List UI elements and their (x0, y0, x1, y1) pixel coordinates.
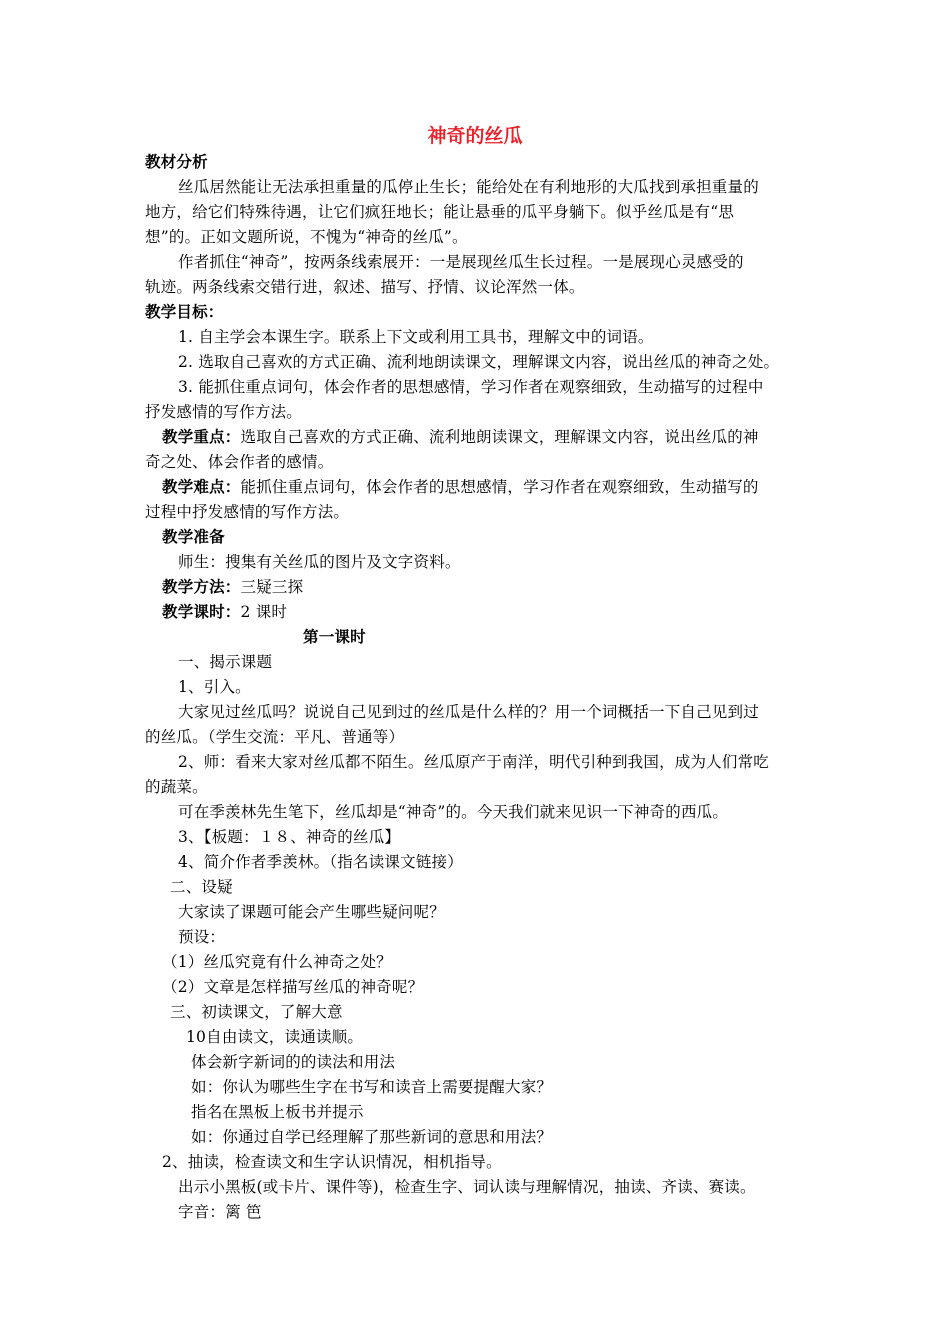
teaching-hours (162, 602, 287, 622)
key-point (162, 427, 759, 447)
goal-1: 1. 自主学会本课生字。联系上下文或利用工具书，理解文中的词语。 (178, 328, 654, 346)
lesson-line: 2、师：看来大家对丝瓜都不陌生。丝瓜原产于南洋，明代引种到我国，成为人们常吃 (178, 753, 769, 771)
hours-text: 2 课时 (240, 603, 288, 621)
key-point-label: 教学重点： (162, 428, 241, 446)
lesson-line: 2、抽读，检查读文和生字认识情况，相机指导。 (162, 1153, 502, 1171)
lesson-line: 字音：篱 笆 (178, 1203, 262, 1221)
lesson-line: 10自由读文，读通读顺。 (186, 1028, 364, 1046)
lesson-line: 大家读了课题可能会产生哪些疑问呢？ (178, 903, 445, 921)
lesson-line: 指名在黑板上板书并提示 (191, 1103, 364, 1121)
lesson-line: 体会新字新词的的读法和用法 (191, 1053, 396, 1071)
lesson-line: 二、设疑 (170, 878, 233, 896)
goal-3-line1: 3. 能抓住重点词句，体会作者的思想感情，学习作者在观察细致，生动描写的过程中 (178, 378, 764, 396)
lesson-line: 一、揭示课题 (178, 653, 273, 671)
materials-p1-line3: 想”的。正如文题所说，不愧为“神奇的丝瓜”。 (145, 228, 468, 246)
goal-3-line2: 抒发感情的写作方法。 (145, 403, 303, 421)
lesson-line: 三、初读课文，了解大意 (170, 1003, 343, 1021)
lesson-line: 预设： (178, 928, 226, 946)
lesson-line: 出示小黑板(或卡片、课件等)，检查生字、词认读与理解情况，抽读、齐读、赛读。 (178, 1178, 756, 1196)
method-text: 三疑三探 (240, 578, 304, 596)
materials-p1-line2: 地方，给它们特殊待遇，让它们疯狂地长；能让悬垂的瓜平身躺下。似乎丝瓜是有“思 (145, 203, 735, 221)
lesson-line: 1、引入。 (178, 678, 251, 696)
lesson-line: （1）丝瓜究竟有什么神奇之处？ (162, 953, 392, 971)
lesson-line: 大家见过丝瓜吗？说说自己见到过的丝瓜是什么样的？用一个词概括一下自己见到过 (178, 703, 759, 721)
teaching-method (162, 577, 303, 597)
materials-heading: 教材分析 (145, 153, 208, 171)
goal-2: 2. 选取自己喜欢的方式正确、流利地朗读课文，理解课文内容，说出丝瓜的神奇之处。 (178, 353, 780, 371)
difficulty-label: 教学难点： (162, 478, 241, 496)
lesson-line: 可在季羡林先生笔下，丝瓜却是“神奇”的。今天我们就来见识一下神奇的西瓜。 (178, 803, 729, 821)
document-title: 神奇的丝瓜 (427, 125, 523, 147)
lesson-line: 的丝瓜。（学生交流：平凡、普通等） (145, 728, 405, 746)
lesson-line: （2）文章是怎样描写丝瓜的神奇呢？ (162, 978, 424, 996)
lesson-line: 4、简介作者季羡林。（指名读课文链接） (178, 853, 463, 871)
goals-heading: 教学目标： (145, 303, 224, 321)
prep-heading: 教学准备 (162, 528, 225, 546)
lesson-line: 3、【板题：１８、神奇的丝瓜】 (178, 828, 401, 846)
key-point-line2: 奇之处、体会作者的感情。 (145, 453, 334, 471)
method-label: 教学方法： (162, 578, 241, 596)
lesson-line: 如：你通过自学已经理解了那些新词的意思和用法？ (191, 1128, 553, 1146)
materials-p2-line2: 轨迹。两条线索交错行进，叙述、描写、抒情、议论浑然一体。 (145, 278, 585, 296)
key-point-text: 选取自己喜欢的方式正确、流利地朗读课文，理解课文内容，说出丝瓜的神 (240, 428, 759, 446)
lesson1-heading: 第一课时 (303, 628, 366, 646)
materials-p2-line1: 作者抓住“神奇”，按两条线索展开：一是展现丝瓜生长过程。一是展现心灵感受的 (178, 253, 744, 271)
difficulty-line2: 过程中抒发感情的写作方法。 (145, 503, 350, 521)
lesson-line: 的蔬菜。 (145, 778, 208, 796)
difficulty-point (162, 477, 759, 497)
difficulty-text: 能抓住重点词句，体会作者的思想感情，学习作者在观察细致，生动描写的 (240, 478, 759, 496)
materials-p1-line1: 丝瓜居然能让无法承担重量的瓜停止生长；能给处在有利地形的大瓜找到承担重量的 (178, 178, 759, 196)
prep-text: 师生：搜集有关丝瓜的图片及文字资料。 (178, 553, 461, 571)
lesson-line: 如：你认为哪些生字在书写和读音上需要提醒大家？ (191, 1078, 553, 1096)
hours-label: 教学课时： (162, 603, 241, 621)
